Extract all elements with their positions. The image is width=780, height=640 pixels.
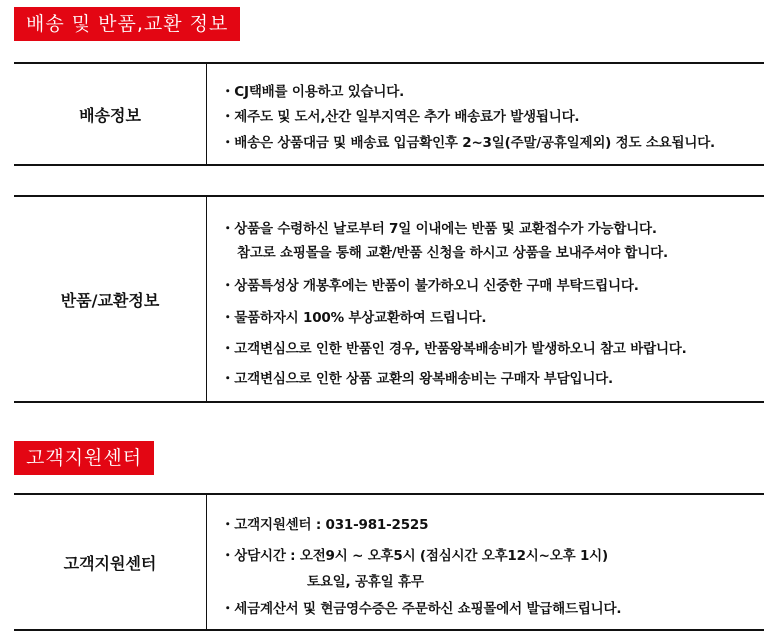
returns-line-6: ・고객변심으로 인한 상품 교환의 왕복배송비는 구매자 부담입니다. xyxy=(221,371,613,387)
returns-info-table xyxy=(14,195,764,403)
customer-line-1: ・고객지원센터 : 031-981-2525 xyxy=(221,517,429,533)
returns-line-5: ・고객변심으로 인한 반품인 경우, 반품왕복배송비가 발생하오니 참고 바랍니다. xyxy=(221,341,687,357)
shipping-line-2: ・제주도 및 도서,산간 일부지역은 추가 배송료가 발생됩니다. xyxy=(221,109,580,125)
customer-info-content xyxy=(207,495,764,629)
customer-info-label: 고객지원센터 xyxy=(14,495,207,629)
customer-line-3: 토요일, 공휴일 휴무 xyxy=(307,574,424,590)
customer-line-4: ・세금계산서 및 현금영수증은 주문하신 쇼핑몰에서 발급해드립니다. xyxy=(221,601,622,617)
returns-line-2: 참고로 쇼핑몰을 통해 교환/반품 신청을 하시고 상품을 보내주셔야 합니다. xyxy=(237,245,668,261)
customer-center-banner: 고객지원센터 xyxy=(14,441,154,475)
returns-line-1: ・상품을 수령하신 날로부터 7일 이내에는 반품 및 교환접수가 가능합니다. xyxy=(221,221,657,237)
shipping-info-label: 배송정보 xyxy=(14,64,207,164)
shipping-info-table xyxy=(14,62,764,166)
shipping-exchange-banner: 배송 및 반품,교환 정보 xyxy=(14,7,240,41)
customer-info-table xyxy=(14,493,764,631)
returns-info-label: 반품/교환정보 xyxy=(14,197,207,401)
shipping-line-3: ・배송은 상품대금 및 배송료 입금확인후 2~3일(주말/공휴일제외) 정도 소요됩니다. xyxy=(221,135,715,151)
shipping-info-content xyxy=(207,64,764,164)
returns-line-4: ・물품하자시 100% 부상교환하여 드립니다. xyxy=(221,310,487,326)
customer-line-2: ・상담시간 : 오전9시 ~ 오후5시 (점심시간 오후12시~오후 1시) xyxy=(221,548,608,564)
returns-line-3: ・상품특성상 개봉후에는 반품이 불가하오니 신중한 구매 부탁드립니다. xyxy=(221,278,639,294)
returns-info-content xyxy=(207,197,764,401)
shipping-line-1: ・CJ택배를 이용하고 있습니다. xyxy=(221,84,405,100)
